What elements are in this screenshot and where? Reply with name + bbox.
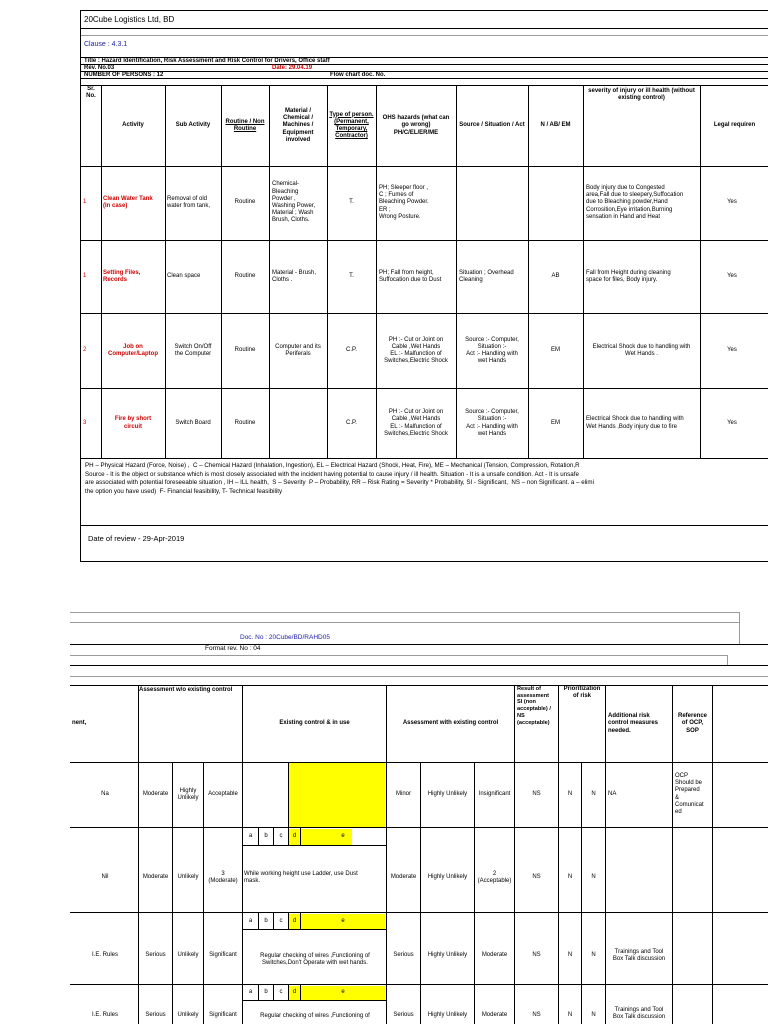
cell-routine: Routine xyxy=(234,419,256,426)
control-hierarchy-b: b xyxy=(264,989,268,996)
cell-priority-2: N xyxy=(591,1012,596,1019)
cell-priority-1: N xyxy=(567,952,573,959)
cell-priority-2: N xyxy=(591,874,596,881)
cell-rating-2: Moderate xyxy=(481,952,508,959)
cell-result: NS xyxy=(532,1012,541,1019)
header-assessment-without-control: Assessment w/o existing control xyxy=(139,687,233,694)
cell-ohs: PH; Sleeper floor , C ; Fumes of Bleaching Powder. ER ; Wrong Posture. xyxy=(379,185,429,220)
cell-nabem: AB xyxy=(551,273,560,280)
cell-nabem: EM xyxy=(551,419,560,426)
cell-severity-2: Minor xyxy=(395,791,411,798)
cell-severity-2: Serious xyxy=(393,1012,414,1019)
header-severity: severity of injury or ill health (without existing control) xyxy=(588,88,695,102)
cell-additional: Trainings and Tool Box Talk discussion xyxy=(612,948,666,962)
cell-legal: Nil xyxy=(101,874,109,881)
header-legal-ment: nent, xyxy=(72,720,87,727)
cell-rating: Acceptable xyxy=(208,791,238,798)
cell-person-type: T. xyxy=(349,273,354,280)
cell-severity: Serious xyxy=(145,952,166,959)
cell-sub-activity: Removal of old water from tank, xyxy=(167,195,211,209)
header-sub-activity: Sub Activity xyxy=(175,122,211,129)
header-person-type: Type of person. (Permanent, Temporary, Contractor) xyxy=(329,111,374,140)
cell-probability-2: Highly Unlikely xyxy=(427,952,468,959)
cell-severity-2: Moderate xyxy=(390,874,417,881)
cell-source: Source :- Computer, Situation :- Act :- Handling with wet Hands xyxy=(465,336,519,365)
cell-probability: Unlikely xyxy=(177,874,199,881)
control-hierarchy-a: a xyxy=(248,917,253,924)
cell-rating-2: 2 (Acceptable) xyxy=(477,870,512,884)
cell-person-type: T. xyxy=(349,199,354,206)
review-date: Date of review - 29-Apr-2019 xyxy=(88,534,185,543)
cell-severity: Electrical Shock due to handling with Wet Hands ,Body injury due to fire xyxy=(586,416,684,430)
cell-ohs: PH :- Cut or Joint on Cable ,Wet Hands EL :- Malfunction of Switches,Electric Shock xyxy=(384,336,448,365)
cell-source: Source :- Computer, Situation :- Act :- Handling with wet Hands xyxy=(465,409,519,437)
cell-ohs: PH; Fall from height, Suffocation due to Dust xyxy=(379,269,442,283)
cell-sub-activity: Switch Board xyxy=(175,419,211,426)
header-activity: Activity xyxy=(122,122,144,129)
cell-legal: Yes xyxy=(727,419,737,426)
cell-severity: Fall from Height during cleaning space for files, Body injury. xyxy=(586,269,671,283)
cell-material xyxy=(270,389,326,458)
cell-person-type: C.P. xyxy=(346,419,357,426)
header-routine: Routine / Non Routine xyxy=(225,118,265,132)
header-nabem: N / AB/ EM xyxy=(540,122,571,129)
cell-legal: I.E. Rules xyxy=(91,952,118,959)
header-sr-no: Sr. No. xyxy=(86,86,96,100)
cell-legal: I.E. Rules xyxy=(91,1012,118,1019)
control-hierarchy-e: e xyxy=(341,989,345,996)
cell-source: Situation ; Overhead Cleaning xyxy=(459,269,514,283)
control-hierarchy-c: c xyxy=(279,917,283,924)
cell-rating-2: Moderate xyxy=(481,1012,508,1019)
control-hierarchy-d: d xyxy=(292,833,297,840)
cell-activity: Clean Water Tank (In case) xyxy=(103,195,153,209)
revision-number: Rev. No.03 xyxy=(84,65,115,71)
cell-legal: Yes xyxy=(727,273,737,280)
header-source: Source / Situation / Act xyxy=(459,122,525,129)
cell-existing-control: Regular checking of wires ,Functioning of Switches,Don't Operate with wet hands. xyxy=(260,952,370,966)
company-name: 20Cube Logistics Ltd, BD xyxy=(84,15,175,24)
cell-rating: Significant xyxy=(209,952,237,959)
cell-result: NS xyxy=(532,952,541,959)
cell-priority-1: N xyxy=(567,1012,573,1019)
cell-probability: Unlikely xyxy=(177,952,199,959)
cell-priority-1: N xyxy=(567,791,573,798)
header-result: Result of assessment SI (non acceptable) / NS (acceptable) xyxy=(517,686,551,726)
cell-rating: Significant xyxy=(209,1012,237,1019)
cell-existing-control: Regular checking of wires ,Functioning of xyxy=(260,1013,370,1020)
cell-material: Computer and its Periferals xyxy=(275,343,321,357)
cell-severity: Body injury due to Congested area,Fall due to sleepery,Suffocation due to Bleaching powder,Hand Corrosition,Eye irritation,Burning sensation in Hand and Heat xyxy=(586,185,684,220)
cell-routine: Routine xyxy=(234,199,256,206)
cell-sr: 1 xyxy=(83,199,87,206)
control-hierarchy-c: c xyxy=(279,833,283,840)
control-hierarchy-d: d xyxy=(292,989,297,996)
cell-severity-2: Serious xyxy=(393,952,414,959)
header-ohs-hazards: OHS hazards (what can go wrong) PH/C/EL/ER/ME xyxy=(382,115,450,136)
cell-probability-2: Highly Unlikely xyxy=(427,874,468,881)
cell-legal: Na xyxy=(101,791,109,798)
header-existing-control: Existing control & in use xyxy=(279,720,350,727)
cell-sr: 1 xyxy=(83,273,87,280)
header-material: Material / Chemical / Machines / Equipment involved xyxy=(282,108,314,143)
cell-priority-1: N xyxy=(567,874,573,881)
cell-probability: Unlikely xyxy=(177,1012,199,1019)
control-hierarchy-d: d xyxy=(292,917,297,924)
flow-chart-doc: Flow chart doc. No. xyxy=(330,72,386,78)
cell-sr: 2 xyxy=(83,347,87,354)
cell-additional: NA xyxy=(608,791,617,798)
document-date: Date: 29.04.19 xyxy=(272,65,313,71)
cell-activity: Setting Files, Records xyxy=(103,269,141,283)
cell-probability-2: Highly Unlikely xyxy=(427,791,468,798)
cell-probability: Highly Unlikely xyxy=(177,787,199,801)
document-number: Doc. No : 20Cube/BD/RAHD05 xyxy=(240,634,330,641)
format-revision: Format rev. No : 04 xyxy=(205,645,261,652)
cell-existing-control: While working height use Ladder, use Dust mask. xyxy=(244,870,358,884)
cell-reference: OCP Should be Prepared & Comunicat ed xyxy=(675,773,704,815)
cell-probability-2: Highly Unlikely xyxy=(427,1012,468,1019)
cell-routine: Routine xyxy=(234,273,256,280)
cell-severity: Moderate xyxy=(142,791,169,798)
cell-sub-activity: Clean space xyxy=(167,273,201,280)
cell-result: NS xyxy=(532,874,541,881)
cell-priority-2: N xyxy=(591,791,596,798)
cell-activity: Fire by short circuit xyxy=(114,416,152,430)
cell-result: NS xyxy=(532,791,541,798)
header-assessment-with-control: Assessment with existing control xyxy=(402,720,499,727)
cell-severity: Electrical Shock due to handling with Wet Hands . xyxy=(592,343,691,357)
cell-severity: Serious xyxy=(145,1012,166,1019)
header-prioritization: Prioritization of risk xyxy=(563,686,601,700)
cell-material: Material - Brush, Cloths . xyxy=(272,269,317,283)
cell-person-type: C.P. xyxy=(346,347,357,354)
header-legal: Legal requiren xyxy=(713,122,756,129)
control-hierarchy-e: e xyxy=(341,833,345,840)
cell-rating-2: Insignificant xyxy=(478,791,511,798)
number-of-persons: NUMBER OF PERSONS : 12 xyxy=(84,72,164,78)
document-title: Title : Hazard Identification, Risk Assessment and Risk Control for Drivers, Office staff xyxy=(84,58,330,64)
control-hierarchy-b: b xyxy=(264,833,268,840)
cell-material: Chemical- Bleaching Powder , Washing Power, Material ; Wash Brush, Cloths. xyxy=(272,181,316,224)
header-additional-measures: Additional risk control measures needed. xyxy=(608,713,659,734)
cell-additional: Trainings and Tool Box Talk discussion xyxy=(612,1006,666,1020)
control-hierarchy-a: a xyxy=(248,833,253,840)
cell-priority-2: N xyxy=(591,952,596,959)
control-hierarchy-c: c xyxy=(279,989,283,996)
cell-ohs: PH :- Cut or Joint on Cable ,Wet Hands EL :- Malfunction of Switches,Electric Shock xyxy=(384,409,448,437)
clause-number: Clause : 4.3.1 xyxy=(84,41,128,48)
cell-nabem: EM xyxy=(551,347,560,354)
header-reference: Reference of OCP, SOP xyxy=(677,713,707,734)
abbreviation-legend: PH – Physical Hazard (Force, Noise) , C – Chemical Hazard (Inhalation, Ingestion), EL – Electrical Hazard (Shock, Heat, Fire), ME – Mechanical (Tension, Compression, Rotation,R Source - It is the object or substance which is most closely associated with the incident having potential to cause injury / ill health. Situation - It is a unsafe condition. Act - It is unsafe are associated with potential foreseeable situation , IH – ILL health, S – Severity P – Probability, RR – Risk Rating = Severity * Probability, SI - Significant, NS – non Significant. a – elimi the option you have used) F- Financial feasibility, T- Technical feasibility xyxy=(85,462,594,496)
cell-sr: 3 xyxy=(83,419,87,426)
cell-severity: Moderate xyxy=(142,874,169,881)
cell-rating: 3 (Moderate) xyxy=(208,870,238,884)
control-hierarchy-e: e xyxy=(341,917,345,924)
cell-sub-activity: Switch On/Off the Computer xyxy=(174,343,212,357)
control-hierarchy-b: b xyxy=(264,917,268,924)
cell-activity: Job on Computer/Laptop xyxy=(108,343,158,357)
cell-legal: Yes xyxy=(727,199,737,206)
control-hierarchy-a: a xyxy=(248,989,253,996)
cell-routine: Routine xyxy=(234,347,256,354)
cell-legal: Yes xyxy=(727,347,737,354)
